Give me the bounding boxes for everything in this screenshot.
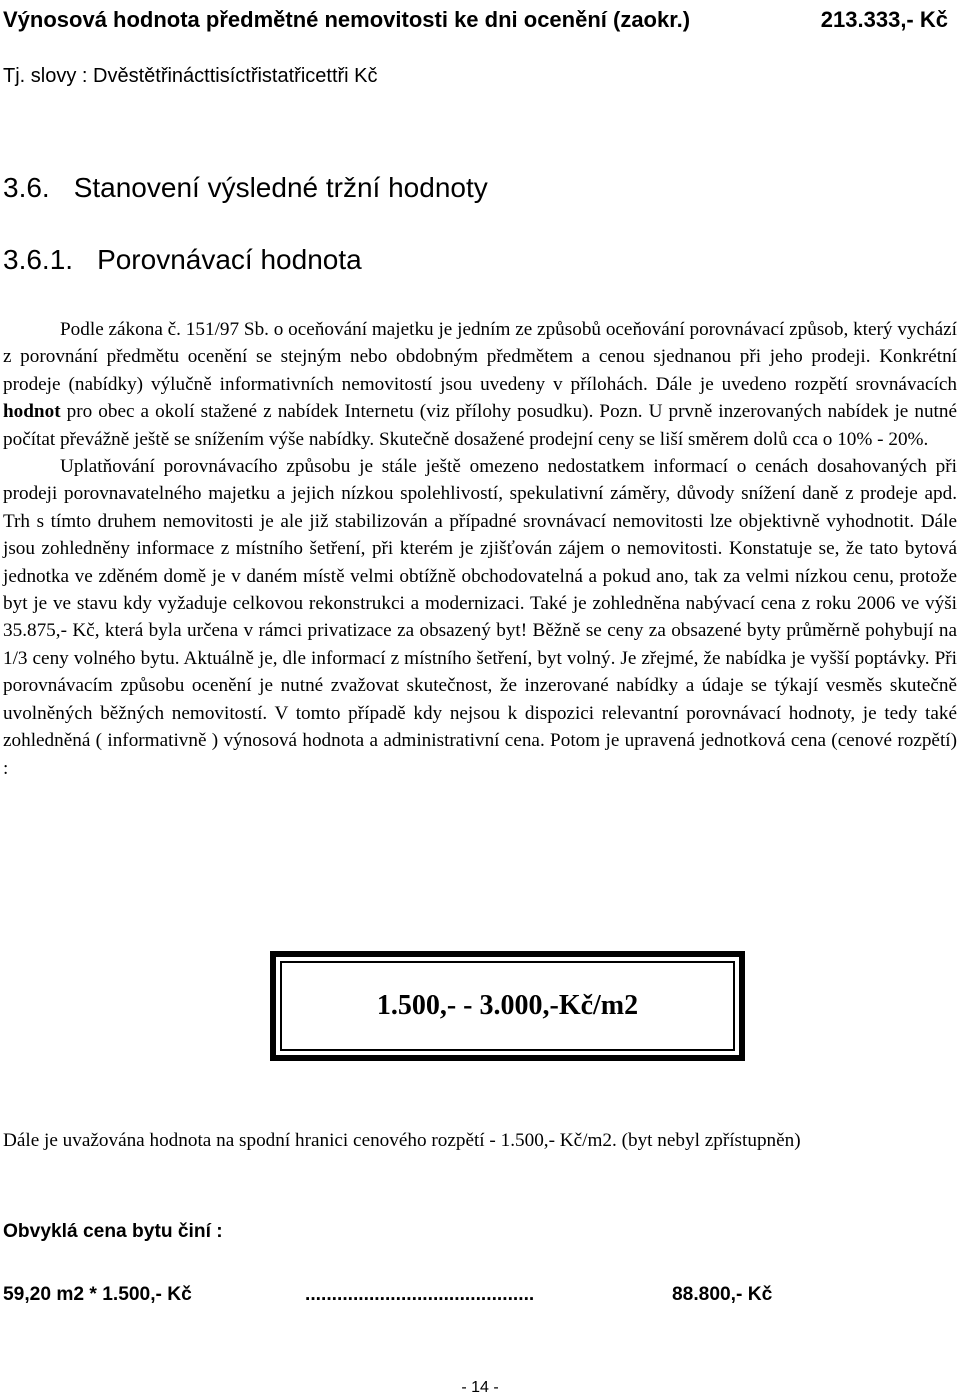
price-range-value: 1.500,- - 3.000,-Kč/m2 [280, 961, 735, 1051]
paragraph-1-part-a: Podle zákona č. 151/97 Sb. o oceňování majetku je jedním ze způsobů oceňování porovnávací způsob, který vychází z porovnání předmětu ocenění se stejným nebo obdobným předmětem a cenou sjednanou při jeho prodeji. Konkrétní prodeje (nabídky) výlučně informativních nemovitostí jsou uvedeny v přílohách. Dále je uvedeno rozpětí srovnávacích [3, 319, 957, 395]
page-number: - 14 - [461, 1379, 499, 1396]
body-text [3, 316, 957, 782]
calculation-leader-dots: ........................................... [305, 1284, 535, 1305]
valuation-line [3, 2, 960, 38]
usual-price-label: Obvyklá cena bytu činí : [3, 1221, 223, 1242]
price-range-box [270, 951, 745, 1061]
paragraph-1-part-b: pro obec a okolí stažené z nabídek Internetu (viz přílohy posudku). Pozn. U prvně inzerovaných nabídek je nutné počítat převážně ještě se snížením výše nabídky. Skutečně dosažené prodejní ceny se liší směrem dolů cca o 10% - 20%. [3, 401, 958, 450]
valuation-in-words: Tj. slovy : Dvěstětřinácttisíctřistatřicettři Kč [3, 65, 378, 87]
paragraph-comparison-method [3, 316, 957, 453]
subsection-heading [3, 240, 362, 280]
subsection-number: 3.6.1. [3, 244, 74, 275]
lower-bound-note: Dále je uvažována hodnota na spodní hranici cenového rozpětí - 1.500,- Kč/m2. (byt nebyl zpřístupněn) [3, 1130, 801, 1151]
paragraph-application: Uplatňování porovnávacího způsobu je stále ještě omezeno nedostatkem informací o cenách dosahovaných při prodeji porovnavatelného majetku a jejich nízkou spolehlivostí, spekulativní záměry, důvody snížení daně z prodeje apd. Trh s tímto druhem nemovitosti je ale již stabilizován a případné srovnávací nemovitosti lze objektivně vyhodnotit. Dále jsou zohledněny informace z místního šetření, při kterém je zjišťován zájem o nemovitosti. Konstatuje se, že tato bytová jednotka ve zděném domě je v daném místě velmi obtížně obchodovatelná a pokud ano, tak za velmi nízkou cenu, protože byt je ve stavu kdy vyžaduje celkovou rekonstrukci a modernizaci. Také je zohledněna nabývací cena z roku 2006 ve výši 35.875,- Kč, která byla určena v rámci privatizace za obsazený byt! Běžně se ceny za obsazené byty průměrně pohybují na 1/3 ceny volného bytu. Aktuálně je, dle informací z místního šetření, byt volný. Je zřejmé, že nabídka je vyšší poptávky. Při porovnávacím způsobu ocenění je nutné zvažovat skutečnost, že inzerované nabídky a údaje se týkají vesměs skutečně uvolněných běžných nemovitostí. V tomto případě kdy nejsou k dispozici relevantní porovnávací hodnoty, je tedy také zohledněná ( informativně ) výnosová hodnota a administrativní cena. Potom je upravená jednotková cena (cenové rozpětí) : [3, 456, 957, 779]
paragraph-1-bold-word: hodnot [3, 401, 61, 423]
valuation-amount: 213.333,- Kč [820, 7, 948, 32]
section-number: 3.6. [3, 172, 50, 203]
calculation-result: 88.800,- Kč [672, 1284, 773, 1305]
subsection-title: Porovnávací hodnota [97, 244, 362, 275]
valuation-label: Výnosová hodnota předmětné nemovitosti ke dni ocenění (zaokr.) [3, 7, 691, 32]
section-title: Stanovení výsledné tržní hodnoty [73, 172, 488, 203]
calculation-expression: 59,20 m2 * 1.500,- Kč [3, 1284, 192, 1305]
section-heading [3, 168, 488, 208]
